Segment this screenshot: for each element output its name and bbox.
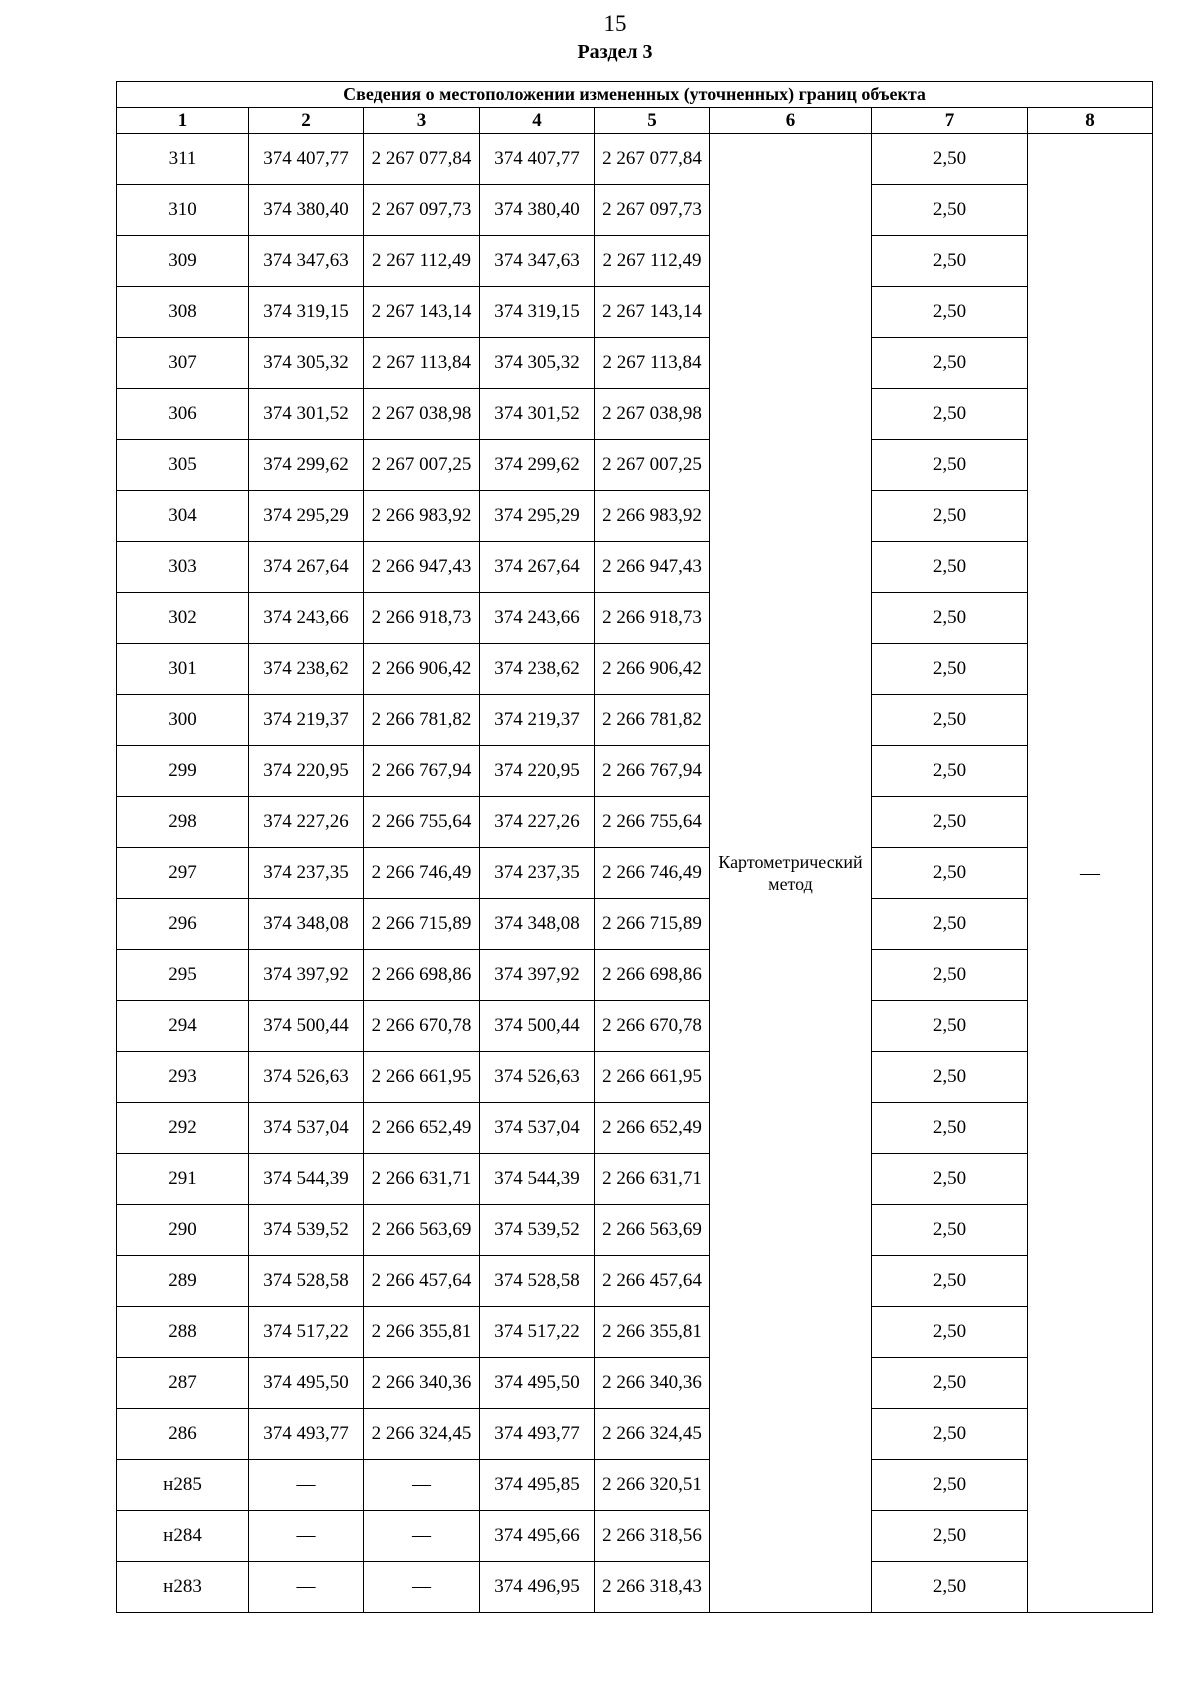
point-number-cell: 296 [117, 899, 249, 950]
table-row [117, 389, 1153, 440]
table-row [117, 491, 1153, 542]
point-number-cell: н284 [117, 1511, 249, 1562]
accuracy-cell: 2,50 [872, 1511, 1028, 1562]
table-row [117, 1103, 1153, 1154]
table-caption: Сведения о местоположении измененных (уточненных) границ объекта [117, 82, 1153, 108]
x-old-cell: 374 295,29 [249, 491, 364, 542]
x-old-cell: 374 299,62 [249, 440, 364, 491]
table-row [117, 746, 1153, 797]
y-new-cell: 2 266 918,73 [595, 593, 710, 644]
x-new-cell: 374 495,50 [480, 1358, 595, 1409]
x-old-cell: 374 528,58 [249, 1256, 364, 1307]
point-number-cell: 289 [117, 1256, 249, 1307]
point-number-cell: 302 [117, 593, 249, 644]
column-number: 3 [364, 108, 480, 134]
accuracy-cell: 2,50 [872, 1460, 1028, 1511]
y-old-cell: 2 266 355,81 [364, 1307, 480, 1358]
table-row [117, 848, 1153, 899]
x-new-cell: 374 537,04 [480, 1103, 595, 1154]
point-number-cell: 290 [117, 1205, 249, 1256]
point-number-cell: 301 [117, 644, 249, 695]
accuracy-cell: 2,50 [872, 491, 1028, 542]
table-row [117, 1154, 1153, 1205]
table-row [117, 1052, 1153, 1103]
y-old-cell: 2 267 038,98 [364, 389, 480, 440]
section-title: Раздел 3 [577, 41, 653, 63]
y-old-cell: 2 266 755,64 [364, 797, 480, 848]
column8-cell: — [1028, 134, 1153, 1613]
column-number: 4 [480, 108, 595, 134]
y-old-cell: 2 266 457,64 [364, 1256, 480, 1307]
accuracy-cell: 2,50 [872, 389, 1028, 440]
x-new-cell: 374 407,77 [480, 134, 595, 185]
y-new-cell: 2 266 698,86 [595, 950, 710, 1001]
y-new-cell: 2 266 318,43 [595, 1562, 710, 1613]
y-old-cell: 2 266 661,95 [364, 1052, 480, 1103]
y-new-cell: 2 266 670,78 [595, 1001, 710, 1052]
table-row [117, 1562, 1153, 1613]
x-old-cell: 374 526,63 [249, 1052, 364, 1103]
x-old-cell: 374 539,52 [249, 1205, 364, 1256]
table-row [117, 338, 1153, 389]
point-number-cell: 298 [117, 797, 249, 848]
point-number-cell: 293 [117, 1052, 249, 1103]
y-new-cell: 2 266 355,81 [595, 1307, 710, 1358]
accuracy-cell: 2,50 [872, 185, 1028, 236]
table-row [117, 695, 1153, 746]
column-number: 1 [117, 108, 249, 134]
accuracy-cell: 2,50 [872, 1409, 1028, 1460]
y-old-cell: 2 267 112,49 [364, 236, 480, 287]
x-old-cell: 374 237,35 [249, 848, 364, 899]
y-old-cell: — [364, 1562, 480, 1613]
point-number-cell: 295 [117, 950, 249, 1001]
y-old-cell: 2 267 007,25 [364, 440, 480, 491]
y-new-cell: 2 266 340,36 [595, 1358, 710, 1409]
table-row [117, 287, 1153, 338]
x-new-cell: 374 299,62 [480, 440, 595, 491]
y-old-cell: 2 266 947,43 [364, 542, 480, 593]
point-number-cell: 303 [117, 542, 249, 593]
y-old-cell: 2 266 767,94 [364, 746, 480, 797]
y-new-cell: 2 267 097,73 [595, 185, 710, 236]
point-number-cell: 288 [117, 1307, 249, 1358]
point-number-cell: 297 [117, 848, 249, 899]
table-row [117, 134, 1153, 185]
table-row [117, 1358, 1153, 1409]
y-old-cell: — [364, 1460, 480, 1511]
x-old-cell: 374 219,37 [249, 695, 364, 746]
y-old-cell: 2 266 906,42 [364, 644, 480, 695]
x-new-cell: 374 493,77 [480, 1409, 595, 1460]
y-new-cell: 2 266 781,82 [595, 695, 710, 746]
y-new-cell: 2 266 767,94 [595, 746, 710, 797]
column-number: 7 [872, 108, 1028, 134]
y-old-cell: 2 266 746,49 [364, 848, 480, 899]
point-number-cell: 291 [117, 1154, 249, 1205]
accuracy-cell: 2,50 [872, 1103, 1028, 1154]
x-old-cell: 374 227,26 [249, 797, 364, 848]
x-new-cell: 374 544,39 [480, 1154, 595, 1205]
x-old-cell: 374 544,39 [249, 1154, 364, 1205]
table-row [117, 899, 1153, 950]
accuracy-cell: 2,50 [872, 1562, 1028, 1613]
y-old-cell: — [364, 1511, 480, 1562]
y-old-cell: 2 266 652,49 [364, 1103, 480, 1154]
column-number: 6 [710, 108, 872, 134]
table-row [117, 1205, 1153, 1256]
point-number-cell: н283 [117, 1562, 249, 1613]
x-old-cell: 374 397,92 [249, 950, 364, 1001]
y-old-cell: 2 266 563,69 [364, 1205, 480, 1256]
accuracy-cell: 2,50 [872, 1154, 1028, 1205]
x-old-cell: — [249, 1511, 364, 1562]
x-old-cell: 374 243,66 [249, 593, 364, 644]
x-old-cell: 374 517,22 [249, 1307, 364, 1358]
x-new-cell: 374 301,52 [480, 389, 595, 440]
x-new-cell: 374 220,95 [480, 746, 595, 797]
x-new-cell: 374 495,85 [480, 1460, 595, 1511]
y-new-cell: 2 266 947,43 [595, 542, 710, 593]
x-old-cell: 374 301,52 [249, 389, 364, 440]
point-number-cell: 305 [117, 440, 249, 491]
accuracy-cell: 2,50 [872, 950, 1028, 1001]
x-new-cell: 374 500,44 [480, 1001, 595, 1052]
point-number-cell: 306 [117, 389, 249, 440]
y-old-cell: 2 266 324,45 [364, 1409, 480, 1460]
x-old-cell: 374 267,64 [249, 542, 364, 593]
accuracy-cell: 2,50 [872, 797, 1028, 848]
x-old-cell: 374 407,77 [249, 134, 364, 185]
y-new-cell: 2 266 715,89 [595, 899, 710, 950]
x-old-cell: — [249, 1460, 364, 1511]
accuracy-cell: 2,50 [872, 1205, 1028, 1256]
y-new-cell: 2 266 906,42 [595, 644, 710, 695]
y-new-cell: 2 266 318,56 [595, 1511, 710, 1562]
page-number: 15 [603, 11, 627, 36]
x-new-cell: 374 219,37 [480, 695, 595, 746]
x-new-cell: 374 243,66 [480, 593, 595, 644]
x-old-cell: 374 348,08 [249, 899, 364, 950]
accuracy-cell: 2,50 [872, 134, 1028, 185]
x-new-cell: 374 305,32 [480, 338, 595, 389]
accuracy-cell: 2,50 [872, 542, 1028, 593]
y-new-cell: 2 266 563,69 [595, 1205, 710, 1256]
x-old-cell: 374 380,40 [249, 185, 364, 236]
y-old-cell: 2 266 698,86 [364, 950, 480, 1001]
table-row [117, 236, 1153, 287]
x-old-cell: — [249, 1562, 364, 1613]
y-old-cell: 2 266 983,92 [364, 491, 480, 542]
accuracy-cell: 2,50 [872, 1001, 1028, 1052]
point-number-cell: 299 [117, 746, 249, 797]
y-new-cell: 2 267 112,49 [595, 236, 710, 287]
point-number-cell: 308 [117, 287, 249, 338]
y-old-cell: 2 267 143,14 [364, 287, 480, 338]
x-new-cell: 374 237,35 [480, 848, 595, 899]
x-new-cell: 374 517,22 [480, 1307, 595, 1358]
accuracy-cell: 2,50 [872, 287, 1028, 338]
point-number-cell: 287 [117, 1358, 249, 1409]
accuracy-cell: 2,50 [872, 593, 1028, 644]
x-old-cell: 374 305,32 [249, 338, 364, 389]
table-body [117, 134, 1153, 1613]
point-number-cell: 307 [117, 338, 249, 389]
y-new-cell: 2 267 143,14 [595, 287, 710, 338]
column-number: 8 [1028, 108, 1153, 134]
method-cell: Картометрический метод [710, 134, 872, 1613]
x-new-cell: 374 397,92 [480, 950, 595, 1001]
x-new-cell: 374 539,52 [480, 1205, 595, 1256]
y-new-cell: 2 266 320,51 [595, 1460, 710, 1511]
point-number-cell: н285 [117, 1460, 249, 1511]
point-number-cell: 294 [117, 1001, 249, 1052]
point-number-cell: 311 [117, 134, 249, 185]
y-new-cell: 2 267 038,98 [595, 389, 710, 440]
x-new-cell: 374 495,66 [480, 1511, 595, 1562]
x-old-cell: 374 495,50 [249, 1358, 364, 1409]
table-row [117, 440, 1153, 491]
point-number-cell: 292 [117, 1103, 249, 1154]
table-row [117, 644, 1153, 695]
table-row [117, 1001, 1153, 1052]
table-row [117, 950, 1153, 1001]
y-old-cell: 2 266 918,73 [364, 593, 480, 644]
x-old-cell: 374 537,04 [249, 1103, 364, 1154]
table-row [117, 593, 1153, 644]
x-old-cell: 374 319,15 [249, 287, 364, 338]
y-old-cell: 2 266 781,82 [364, 695, 480, 746]
y-new-cell: 2 266 755,64 [595, 797, 710, 848]
y-old-cell: 2 267 077,84 [364, 134, 480, 185]
point-number-cell: 300 [117, 695, 249, 746]
x-old-cell: 374 220,95 [249, 746, 364, 797]
y-new-cell: 2 266 983,92 [595, 491, 710, 542]
y-new-cell: 2 266 631,71 [595, 1154, 710, 1205]
accuracy-cell: 2,50 [872, 644, 1028, 695]
y-new-cell: 2 266 324,45 [595, 1409, 710, 1460]
coordinates-table [116, 81, 1153, 1613]
column-number-row [117, 108, 1153, 134]
accuracy-cell: 2,50 [872, 695, 1028, 746]
x-old-cell: 374 493,77 [249, 1409, 364, 1460]
table-row [117, 1256, 1153, 1307]
accuracy-cell: 2,50 [872, 899, 1028, 950]
accuracy-cell: 2,50 [872, 338, 1028, 389]
y-new-cell: 2 267 077,84 [595, 134, 710, 185]
table-row [117, 185, 1153, 236]
x-old-cell: 374 500,44 [249, 1001, 364, 1052]
y-old-cell: 2 266 340,36 [364, 1358, 480, 1409]
y-old-cell: 2 267 097,73 [364, 185, 480, 236]
point-number-cell: 310 [117, 185, 249, 236]
accuracy-cell: 2,50 [872, 440, 1028, 491]
x-new-cell: 374 348,08 [480, 899, 595, 950]
column-number: 5 [595, 108, 710, 134]
accuracy-cell: 2,50 [872, 746, 1028, 797]
x-new-cell: 374 227,26 [480, 797, 595, 848]
table-row [117, 542, 1153, 593]
x-old-cell: 374 238,62 [249, 644, 364, 695]
y-new-cell: 2 267 113,84 [595, 338, 710, 389]
x-new-cell: 374 238,62 [480, 644, 595, 695]
y-old-cell: 2 266 670,78 [364, 1001, 480, 1052]
accuracy-cell: 2,50 [872, 1358, 1028, 1409]
accuracy-cell: 2,50 [872, 848, 1028, 899]
y-old-cell: 2 266 715,89 [364, 899, 480, 950]
x-new-cell: 374 528,58 [480, 1256, 595, 1307]
x-new-cell: 374 295,29 [480, 491, 595, 542]
point-number-cell: 309 [117, 236, 249, 287]
accuracy-cell: 2,50 [872, 1052, 1028, 1103]
y-new-cell: 2 266 652,49 [595, 1103, 710, 1154]
x-old-cell: 374 347,63 [249, 236, 364, 287]
y-old-cell: 2 266 631,71 [364, 1154, 480, 1205]
y-new-cell: 2 266 746,49 [595, 848, 710, 899]
x-new-cell: 374 267,64 [480, 542, 595, 593]
accuracy-cell: 2,50 [872, 1307, 1028, 1358]
table-row [117, 797, 1153, 848]
y-new-cell: 2 266 457,64 [595, 1256, 710, 1307]
x-new-cell: 374 496,95 [480, 1562, 595, 1613]
column-number: 2 [249, 108, 364, 134]
y-new-cell: 2 266 661,95 [595, 1052, 710, 1103]
y-old-cell: 2 267 113,84 [364, 338, 480, 389]
accuracy-cell: 2,50 [872, 1256, 1028, 1307]
x-new-cell: 374 347,63 [480, 236, 595, 287]
table-row [117, 1307, 1153, 1358]
y-new-cell: 2 267 007,25 [595, 440, 710, 491]
point-number-cell: 286 [117, 1409, 249, 1460]
point-number-cell: 304 [117, 491, 249, 542]
x-new-cell: 374 526,63 [480, 1052, 595, 1103]
x-new-cell: 374 380,40 [480, 185, 595, 236]
accuracy-cell: 2,50 [872, 236, 1028, 287]
table-row [117, 1511, 1153, 1562]
x-new-cell: 374 319,15 [480, 287, 595, 338]
table-row [117, 1409, 1153, 1460]
table-row [117, 1460, 1153, 1511]
